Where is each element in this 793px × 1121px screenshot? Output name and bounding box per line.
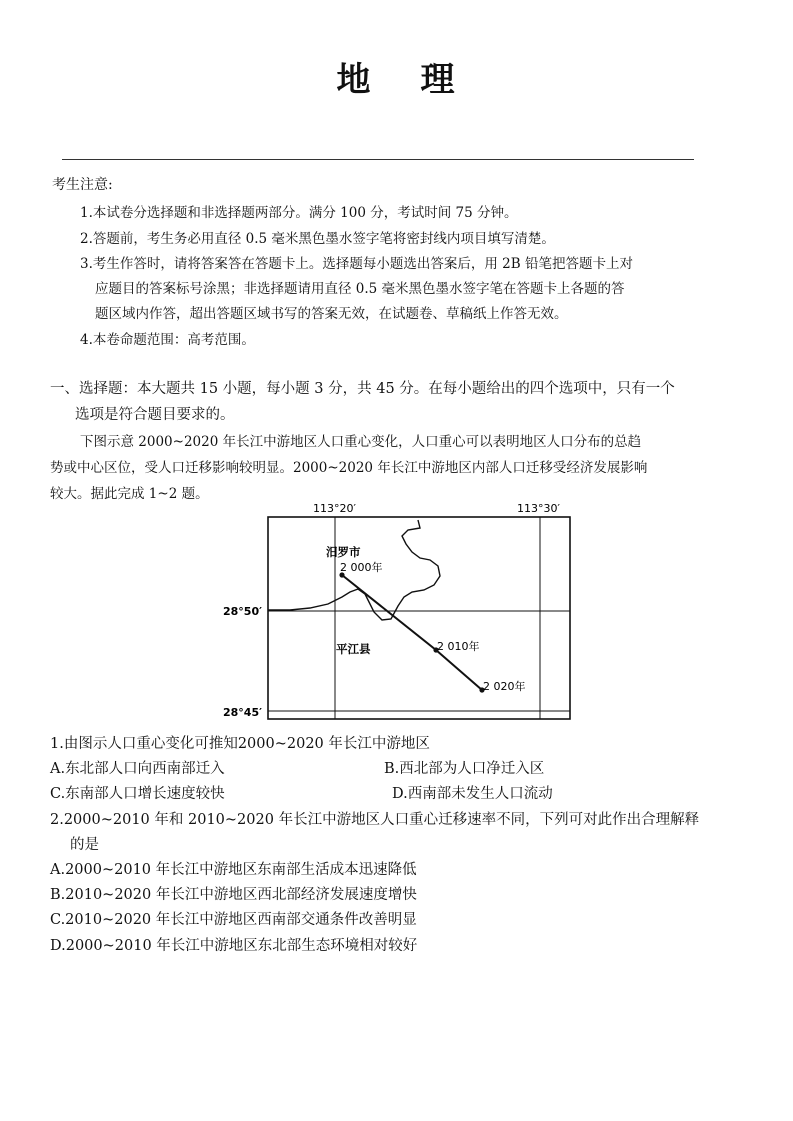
question-1-option-b: B.西北部为人口净迁入区 (384, 761, 545, 777)
title-char-2: 理 (420, 60, 457, 100)
city-label: 汨罗市 (326, 545, 361, 559)
question-2-option-d: D.2000~2010 年长江中游地区东北部生态环境相对较好 (50, 938, 418, 954)
question-1-option-c: C.东南部人口增长速度较快 (50, 786, 225, 802)
trajectory-segment-2 (436, 650, 482, 690)
header-divider (62, 159, 694, 160)
notice-item-3-cont: 应题目的答案标号涂黑；非选择题请用直径 0.5 毫米黑色墨水签字笔在答题卡上各题的答 (95, 281, 625, 297)
lat-label-top: 28°50′ (223, 605, 263, 618)
point-label-2000: 2 000年 (340, 561, 383, 574)
title-char-1: 地 (336, 60, 373, 100)
question-1-option-d: D.西南部未发生人口流动 (392, 786, 553, 802)
intro-line-2: 势或中心区位，受人口迁移影响较明显。2000~2020 年长江中游地区内部人口迁移受经济发展影响 (50, 460, 648, 476)
lon-label-left: 113°20′ (313, 502, 356, 515)
point-label-2010: 2 010年 (437, 640, 480, 653)
point-label-2020: 2 020年 (483, 680, 526, 693)
notice-heading: 考生注意: (52, 177, 113, 193)
section-heading: 一、选择题：本大题共 15 小题，每小题 3 分，共 45 分。在每小题给出的四个选项中，只有一个 (50, 381, 675, 397)
notice-item-2: 2.答题前，考生务必用直径 0.5 毫米黑色墨水签字笔将密封线内项目填写清楚。 (80, 231, 555, 247)
question-2-option-a: A.2000~2010 年长江中游地区东南部生活成本迅速降低 (50, 862, 417, 878)
notice-item-1: 1.本试卷分选择题和非选择题两部分。满分 100 分，考试时间 75 分钟。 (80, 205, 518, 221)
question-1-stem: 1.由图示人口重心变化可推知2000~2020 年长江中游地区 (50, 736, 430, 752)
question-2-stem: 2.2000~2010 年和 2010~2020 年长江中游地区人口重心迁移速率不同，下列可对此作出合理解释 (50, 812, 700, 828)
question-2-stem-cont: 的是 (70, 837, 99, 853)
question-1-option-a: A.东北部人口向西南部迁入 (50, 761, 225, 777)
notice-item-4: 4.本卷命题范围：高考范围。 (80, 332, 255, 348)
page-title (0, 52, 793, 101)
question-2-option-b: B.2010~2020 年长江中游地区西北部经济发展速度增快 (50, 887, 417, 903)
intro-line-3: 较大。据此完成 1~2 题。 (50, 486, 209, 502)
notice-item-3-cont2: 题区域内作答，超出答题区域书写的答案无效，在试题卷、草稿纸上作答无效。 (95, 306, 568, 322)
notice-item-3: 3.考生作答时，请将答案答在答题卡上。选择题每小题选出答案后，用 2B 铅笔把答题卡上对 (80, 256, 633, 272)
population-center-map (220, 500, 580, 725)
trajectory-segment-1 (342, 575, 436, 650)
intro-line-1: 下图示意 2000~2020 年长江中游地区人口重心变化，人口重心可以表明地区人口分布的总趋 (80, 434, 642, 450)
lat-label-bottom: 28°45′ (223, 706, 263, 719)
county-label: 平江县 (336, 642, 371, 656)
lon-label-right: 113°30′ (517, 502, 560, 515)
section-heading-cont: 选项是符合题目要求的。 (75, 407, 235, 423)
question-2-option-c: C.2010~2020 年长江中游地区西南部交通条件改善明显 (50, 912, 417, 928)
